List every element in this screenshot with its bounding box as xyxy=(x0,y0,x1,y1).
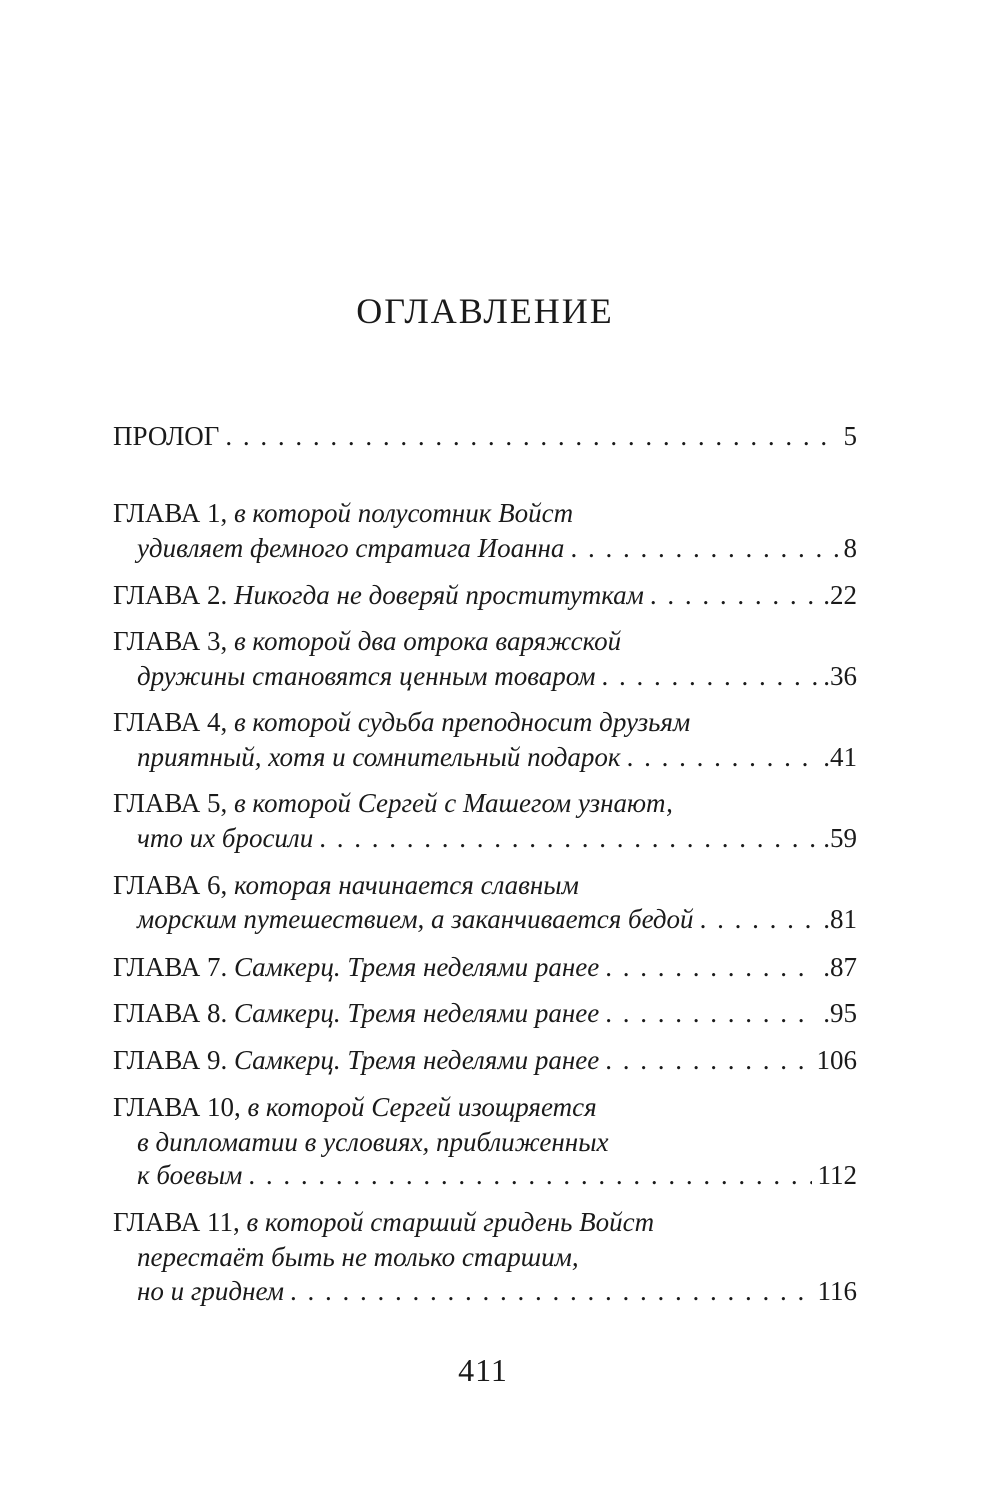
entry-label: ГЛАВА 6 xyxy=(113,870,221,900)
toc-entry-chapter-10-cont2 xyxy=(137,1157,857,1193)
entry-label: ПРОЛОГ xyxy=(113,421,220,451)
toc-entry-chapter-9[interactable] xyxy=(113,1042,857,1078)
dot-leader xyxy=(700,901,818,937)
toc-entry-chapter-11[interactable] xyxy=(113,1204,857,1240)
toc-entry-chapter-7[interactable] xyxy=(113,949,857,985)
page-number: 5 xyxy=(843,421,857,451)
entry-label: ГЛАВА 3 xyxy=(113,626,221,656)
entry-label: ГЛАВА 1 xyxy=(113,498,221,528)
entry-separator: . xyxy=(220,952,234,982)
toc-entry-chapter-5-cont xyxy=(137,820,857,856)
entry-description: в которой два отрока варяжской xyxy=(233,626,622,656)
entry-separator: , xyxy=(220,788,234,818)
folio-page-number: 411 xyxy=(458,1352,508,1388)
entry-description: в которой Сергей с Машегом узнают, xyxy=(233,788,673,818)
entry-description: удивляет фемного стратига Иоанна xyxy=(137,533,565,563)
entry-description: в которой старший гридень Войст xyxy=(246,1207,655,1237)
entry-separator: . xyxy=(220,580,234,610)
entry-label: ГЛАВА 4 xyxy=(113,707,221,737)
entry-separator: , xyxy=(232,1207,247,1237)
entry-description: Самкерц. Тремя неделями ранее xyxy=(233,1045,600,1075)
entry-separator: . xyxy=(220,998,234,1028)
toc-entry-chapter-4[interactable] xyxy=(113,704,857,740)
dot-leader xyxy=(605,1042,810,1078)
dot-leader xyxy=(570,530,837,566)
toc-entry-chapter-2[interactable] xyxy=(113,577,857,613)
entry-separator: , xyxy=(220,707,234,737)
page-number: .87 xyxy=(823,952,857,982)
page-number: 116 xyxy=(817,1276,857,1306)
entry-separator: , xyxy=(220,498,234,528)
dot-leader xyxy=(319,820,817,856)
entry-description: перестаёт быть не только старшим, xyxy=(137,1242,579,1272)
entry-description: к боевым xyxy=(137,1160,243,1190)
toc-entry-chapter-1-cont xyxy=(137,530,857,566)
dot-leader xyxy=(605,949,817,985)
toc-entry-chapter-1[interactable] xyxy=(113,495,857,531)
page-title: ОГЛАВЛЕНИЕ xyxy=(356,291,614,331)
entry-description: Никогда не доверяй проституткам xyxy=(233,580,644,610)
entry-description: которая начинается славным xyxy=(233,870,579,900)
entry-description: но и гриднем xyxy=(137,1276,285,1306)
entry-label: ГЛАВА 10 xyxy=(113,1092,234,1122)
page-number: .22 xyxy=(823,580,857,610)
toc-entry-prologue[interactable] xyxy=(113,418,857,454)
entry-label: ГЛАВА 11 xyxy=(113,1207,233,1237)
page-number: .95 xyxy=(823,998,857,1028)
toc-entry-chapter-10-cont xyxy=(137,1124,857,1160)
entry-label: ГЛАВА 2 xyxy=(113,580,221,610)
entry-description: дружины становятся ценным товаром xyxy=(137,661,596,691)
entry-separator: , xyxy=(220,870,234,900)
dot-leader xyxy=(290,1273,811,1309)
entry-description: приятный, хотя и сомнительный подарок xyxy=(137,742,621,772)
entry-separator: , xyxy=(220,626,234,656)
entry-description: Самкерц. Тремя неделями ранее xyxy=(233,952,600,982)
dot-leader xyxy=(602,658,818,694)
entry-description: Самкерц. Тремя неделями ранее xyxy=(233,998,600,1028)
entry-description: что их бросили xyxy=(137,823,314,853)
page-number: .81 xyxy=(823,904,857,934)
entry-label: ГЛАВА 7 xyxy=(113,952,221,982)
entry-description: в которой Сергей изощряется xyxy=(247,1092,597,1122)
entry-label: ГЛАВА 9 xyxy=(113,1045,221,1075)
toc-entry-chapter-5[interactable] xyxy=(113,785,857,821)
entry-label: ГЛАВА 8 xyxy=(113,998,221,1028)
toc-entry-chapter-8[interactable] xyxy=(113,995,857,1031)
toc-entry-chapter-3-cont xyxy=(137,658,857,694)
entry-description: в которой судьба преподносит друзьям xyxy=(233,707,691,737)
entry-separator: , xyxy=(233,1092,248,1122)
dot-leader xyxy=(627,739,818,775)
entry-description: в которой полусотник Войст xyxy=(233,498,574,528)
dot-leader xyxy=(605,995,817,1031)
page-number: 112 xyxy=(817,1160,857,1190)
toc-entry-chapter-11-cont xyxy=(137,1239,857,1275)
entry-label: ГЛАВА 5 xyxy=(113,788,221,818)
toc-entry-chapter-6[interactable] xyxy=(113,867,857,903)
page-number: .59 xyxy=(823,823,857,853)
toc-entry-chapter-6-cont xyxy=(137,901,857,937)
toc-entry-chapter-3[interactable] xyxy=(113,623,857,659)
page-number: .41 xyxy=(823,742,857,772)
dot-leader xyxy=(225,418,837,454)
page-number: .36 xyxy=(823,661,857,691)
dot-leader xyxy=(248,1157,811,1193)
toc-entry-chapter-11-cont2 xyxy=(137,1273,857,1309)
toc-entry-chapter-4-cont xyxy=(137,739,857,775)
page-number: 106 xyxy=(816,1045,857,1075)
entry-description: морским путешествием, а заканчивается бедой xyxy=(137,904,694,934)
entry-separator: . xyxy=(220,1045,234,1075)
entry-description: в дипломатии в условиях, приближенных xyxy=(137,1127,609,1157)
page-number: 8 xyxy=(843,533,857,563)
dot-leader xyxy=(650,577,817,613)
toc-entry-chapter-10[interactable] xyxy=(113,1089,857,1125)
